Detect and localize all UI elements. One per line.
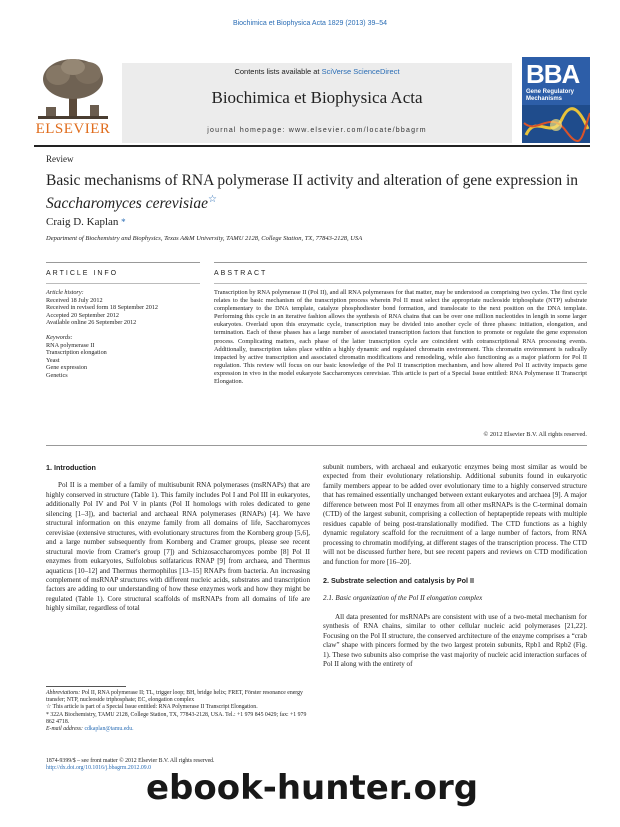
elsevier-wordmark: ELSEVIER bbox=[35, 121, 111, 137]
title-line-2: Saccharomyces cerevisiae bbox=[46, 195, 208, 213]
keywords-label: Keywords: bbox=[46, 333, 73, 341]
article-type: Review bbox=[46, 154, 74, 164]
journal-title: Biochimica et Biophysica Acta bbox=[211, 88, 423, 107]
journal-masthead bbox=[34, 33, 590, 143]
author-affiliation: Department of Biochemistry and Biophysics, Texas A&M University, TAMU 2128, College Station, TX, 77843-2128, USA bbox=[46, 235, 363, 242]
article-info-box bbox=[46, 289, 200, 380]
abstract-copyright: © 2012 Elsevier B.V. All rights reserved. bbox=[483, 431, 587, 438]
address-footnote: * 322A Biochemistry, TAMU 2128, College Station, TX, 77843-2128, USA. Tel.: +1 979 845 0429; fax: +1 979 862 4718. bbox=[46, 711, 307, 725]
sciencedirect-link[interactable]: SciVerse ScienceDirect bbox=[321, 67, 400, 76]
abbreviations-text: Pol II, RNA polymerase II; TL, trigger loop; BH, bridge helix; FRET, Förster resonance energy transfer; NTP, nucleoside triphosphate; EC, elongation complex bbox=[46, 690, 303, 704]
keyword-item: Genetics bbox=[46, 371, 68, 379]
title-footnote-star[interactable]: ☆ bbox=[207, 194, 217, 205]
cover-art-icon bbox=[522, 105, 590, 143]
history-item: Available online 26 September 2012 bbox=[46, 319, 137, 327]
doi-link[interactable]: http://dx.doi.org/10.1016/j.bbagrm.2012.09.0 bbox=[46, 765, 152, 772]
history-item: Received 18 July 2012 bbox=[46, 296, 103, 304]
issn-line: 1874-9399/$ – see front matter © 2012 Elsevier B.V. All rights reserved. bbox=[46, 758, 215, 764]
article-info-heading: ARTICLE INFO bbox=[46, 270, 119, 277]
body-right-column bbox=[323, 463, 587, 670]
history-item: Accepted 20 September 2012 bbox=[46, 311, 120, 319]
author-footnote-star[interactable]: * bbox=[121, 217, 126, 227]
footnotes bbox=[46, 690, 310, 733]
keyword-item: Transcription elongation bbox=[46, 349, 107, 357]
email-link[interactable]: cdkaplan@tamu.edu. bbox=[84, 726, 134, 733]
body-left-column bbox=[46, 463, 310, 614]
body-paragraph: subunit numbers, with archaeal and eukaryotic enzymes being most similar as would be expected from their evolutionary relationship. Additional subunits found in eukaryotic family members appear to be added over evolutionary time to a highly conserved structure that has remained essentially unchanged between extant eukaryotes and archaea [9]. A major difference between most Pol II enzymes from all other msRNAPs is the C-terminal domain (CTD) of the largest subunit, comprising a collection of heptapeptide repeats with multiple residues capable of being post-translationally modified. The CTD functions as a highly dynamic regulatory scaffold for the recruitment of a large number of factors, from RNA processing to chromatin modifying, at different stages of the transcription process. The CTD will not be discussed further here, but see recent papers and reviews on CTD modification and function for more [16–20]. bbox=[323, 463, 587, 566]
abstract-text: Transcription by RNA polymerase II (Pol II), and all RNA polymerases for that matter, may be understood as comprising two cycles. The first cycle relates to the basic mechanism of the transcription process wherein Pol II must select the appropriate nucleoside triphosphate (NTP) substrate complementary to the DNA template, catalyze phosphodiester bond formation, and translocate to the next position on the DNA template. Performing this cycle in an iterative fashion allows the synthesis of RNA chains that can be over one million nucleotides in length in some larger eukaryotes. Overlaid upon this enzymatic cycle, transcription may be divided into another cycle of three phases: initiation, elongation, and termination. Each of these phases has a large number of associated transcription factors that function to promote or regulate the gene expression process. Complicating matters, each phase of the latter transcription cycle are coincident with cotranscriptional RNA processing events. Additionally, transcription takes place within a highly dynamic and regulated chromatin environment. This chromatin environment is radically impacted by active transcription and associated chromatin modifications and remodeling, while also functioning as a major platform for Pol II regulation. This review will focus on our basic knowledge of the Pol II transcription mechanism, and how altered Pol II activity impacts gene expression in vivo in the model eukaryote Saccharomyces cerevisiae. This article is part of a Special Issue entitled: RNA Polymerase II Transcript Elongation. bbox=[214, 289, 587, 386]
abstract-heading: ABSTRACT bbox=[214, 270, 268, 277]
watermark: ebook-hunter.org bbox=[146, 768, 479, 808]
keyword-item: Yeast bbox=[46, 356, 60, 364]
section-heading-introduction: 1. Introduction bbox=[46, 463, 96, 472]
info-rule bbox=[46, 262, 200, 263]
abbreviations-footnote bbox=[46, 690, 310, 704]
footnote-rule bbox=[46, 686, 126, 687]
special-issue-footnote: ☆ This article is part of a Special Issue entitled: RNA Polymerase II Transcript Elongation. bbox=[46, 704, 258, 711]
email-footnote bbox=[46, 726, 310, 733]
author-line bbox=[46, 216, 126, 228]
history-label: Article history: bbox=[46, 289, 84, 296]
history-item: Received in revised form 18 September 2012 bbox=[46, 304, 159, 312]
contents-line bbox=[122, 63, 512, 76]
contents-prefix: Contents lists available at bbox=[234, 67, 322, 76]
abstract-end-rule bbox=[46, 445, 587, 446]
masthead-rule bbox=[34, 145, 590, 147]
abbreviations-label: Abbreviations: bbox=[46, 690, 81, 696]
journal-cover bbox=[522, 57, 590, 143]
title-line-1: Basic mechanisms of RNA polymerase II activity and alteration of gene expression in bbox=[46, 172, 579, 189]
elsevier-logo bbox=[34, 57, 112, 143]
journal-citation: Biochimica et Biophysica Acta 1829 (2013) 39–54 bbox=[232, 20, 388, 27]
abstract-rule-2 bbox=[214, 283, 587, 284]
journal-homepage[interactable]: journal homepage: www.elsevier.com/locate/bbagrm bbox=[207, 127, 427, 134]
subsection-heading: 2.1. Basic organization of the Pol II elongation complex bbox=[323, 594, 483, 603]
cover-subtitle: Gene Regulatory Mechanisms bbox=[526, 89, 575, 102]
section-heading-substrate: 2. Substrate selection and catalysis by Pol II bbox=[323, 575, 474, 585]
elsevier-tree-icon bbox=[38, 57, 108, 119]
keyword-item: Gene expression bbox=[46, 364, 88, 372]
body-paragraph: Pol II is a member of a family of multisubunit RNA polymerases (msRNAPs) that are highly conserved in structure (Table 1). This family includes Pol I and Pol III in eukaryotes, additionally Pol IV and Pol V in plants (Pol II homologs with roles dedicated to gene silencing [1–3]), and bacterial and archaeal RNA polymerases (RNAPs) [4]. We have structural information on this enzyme family from all domains of life, Saccharomyces cerevisiae (extensive structures, with evolutionary structures from the Kornberg group [5,6], and a large number subsequently from Kornberg and Cramer groups, please see recent structural movie from Cramer's group [7]) and Schizosaccharomyces pombe [8] Pol II enzymes from eukaryotes, Sulfolobus solfataricus RNAP [9] from archaea, and Thermus aquaticus [10–12] and Thermus thermophilus [13–15] RNAPs from bacteria. An increasing complement of msRNAP structures with different nucleic acids, substrates and transcription factors are adding to our understanding of how these enzymes work and how they might be regulated (Table 1). Core structural scaffolds of msRNAPs from all domains of life are highly similar, regardless of total bbox=[46, 481, 310, 613]
keyword-item: RNA polymerase II bbox=[46, 341, 95, 349]
author-name: Craig D. Kaplan bbox=[46, 216, 119, 228]
info-rule-2 bbox=[46, 283, 200, 284]
email-label: E-mail address: bbox=[46, 726, 83, 733]
body-paragraph: All data presented for msRNAPs are consistent with use of a two-metal mechanism for synthesis of RNA chains, similar to other cellular nucleic acid polymerases [21,22]. Focusing on the Pol II structure, the conserved architecture of the enzyme comprises a “crab claw” shape with pincers formed by the two largest protein subunits, Rpb1 and Rpb2 (Fig. 1). These two subunits also comprise the vast majority of nucleic acid interaction surfaces of Pol II along with the entirety of bbox=[323, 612, 587, 669]
article-title bbox=[46, 171, 586, 213]
cover-letters: BBA bbox=[526, 59, 580, 89]
abstract-rule bbox=[214, 262, 587, 263]
